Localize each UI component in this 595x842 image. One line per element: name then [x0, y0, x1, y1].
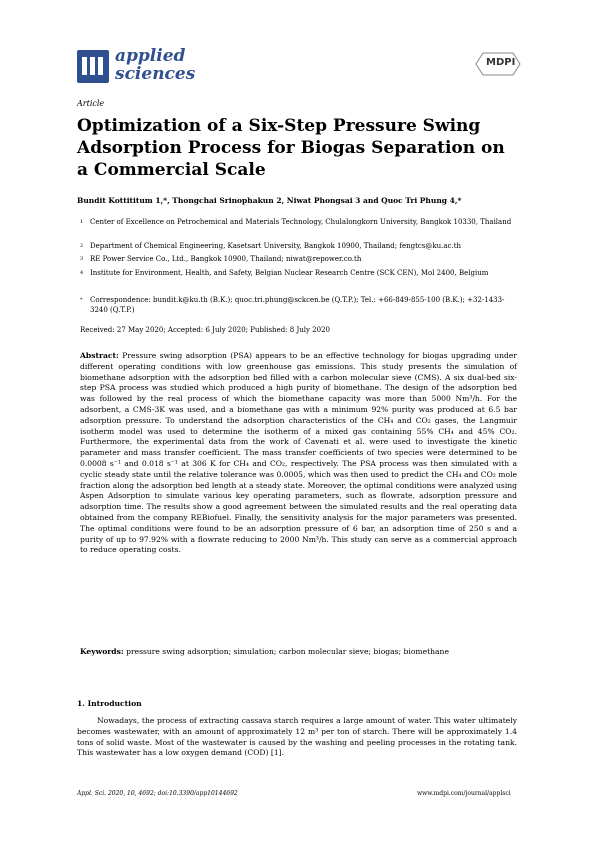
- journal-url[interactable]: www.mdpi.com/journal/applsci: [417, 790, 511, 797]
- publisher-name: MDPI: [486, 57, 516, 68]
- author-list: Bundit Kottititum 1,*, Thongchai Srinophakun 2, Niwat Phongsai 3 and Quoc Tri Phung 4,*: [77, 196, 462, 205]
- affiliation-1: 1 Center of Excellence on Petrochemical and Materials Technology, Chulalongkorn University, Bangkok 10330, Thailand: [80, 218, 512, 226]
- publication-dates: Received: 27 May 2020; Accepted: 6 July 2020; Published: 8 July 2020: [80, 326, 330, 334]
- abstract: [80, 351, 517, 556]
- keywords-text: pressure swing adsorption; simulation; carbon molecular sieve; biogas; biomethane: [126, 647, 449, 656]
- journal-logo-icon: [77, 50, 109, 83]
- abstract-label: Abstract:: [80, 351, 119, 360]
- journal-name: applied sciences: [115, 46, 196, 84]
- section-heading: 1. Introduction: [77, 699, 142, 708]
- correspondence: * Correspondence: bundit.k@ku.th (B.K.); quoc.tri.phung@sckcen.be (Q.T.P.); Tel.: +66-849-855-100 (B.K.); +32-1433-3240 (Q.T.P.): [80, 296, 505, 314]
- affiliation-4: 4 Institute for Environment, Health, and Safety, Belgian Nuclear Research Centre (SCK CEN), Mol 2400, Belgium: [80, 269, 489, 277]
- intro-paragraph: Nowadays, the process of extracting cassava starch requires a large amount of water. This water ultimately becomes wastewater, with an amount of approximately 12 m³ per ton of starch. There will be approximately 1.4 tons of solid waste. Most of the wastewater is caused by the washing and peeling processes in the rotating tank. This wastewater has a low oxygen demand (COD) [1].: [77, 716, 517, 758]
- affiliation-3: 3 RE Power Service Co., Ltd., Bangkok 10900, Thailand; niwat@repower.co.th: [80, 255, 362, 263]
- abstract-text: Pressure swing adsorption (PSA) appears to be an effective technology for biogas upgrading under different operating conditions with low greenhouse gas emissions. This study presents the simulation of biomethane adsorption with the adsorption bed filled with a carbon molecular sieve (CMS). A six dual-bed six-step PSA process was studied which produced a high purity of biomethane. The design of the adsorption bed was followed by the real process of which the biomethane capacity was more than 5000 Nm³/h. For the adsorbent, a CMS-3K was used, and a biomethane gas with a minimum 92% purity was produced at 6.5 bar adsorption pressure. To understand the adsorption characteristics of the CH₄ and CO₂ gases, the Langmuir isotherm model was used to determine the isotherm of a mixed gas containing 55% CH₄ and 45% CO₂. Furthermore, the experimental data from the work of Cavenati et al. were used to investigate the kinetic parameter and mass transfer coefficient. The mass transfer coefficients of two species were determined to be 0.0008 s⁻¹ and 0.018 s⁻¹ at 306 K for CH₄ and CO₂, respectively. The PSA process was then simulated with a cyclic steady state until the relative tolerance was 0.0005, which was then used to predict the CH₄ and CO₂ mole fraction along the adsorption bed length at a steady state. Moreover, the optimal conditions were analyzed using Aspen Adsorption to simulate various key operating parameters, such as flowrate, adsorption pressure and adsorption time. The results show a good agreement between the simulated results and the real operating data obtained from the company REBiofuel. Finally, the sensitivity analysis for the major parameters was presented. The optimal conditions were found to be an adsorption pressure of 6 bar, an adsorption time of 250 s and a purity of up to 97.92% with a flowrate reducing to 2000 Nm³/h. This study can serve as a commercial approach to reduce operating costs.: [80, 351, 517, 555]
- keywords-label: Keywords:: [80, 647, 124, 656]
- affiliation-2: 2 Department of Chemical Engineering, Kasetsart University, Bangkok 10900, Thailand; fengtcs@ku.ac.th: [80, 242, 462, 250]
- citation-footer: Appl. Sci. 2020, 10, 4692; doi:10.3390/app10144692: [77, 790, 238, 797]
- paper-title: Optimization of a Six-Step Pressure Swing Adsorption Process for Biogas Separation on a Commercial Scale: [77, 116, 505, 180]
- article-type: Article: [77, 99, 105, 108]
- keywords: [80, 647, 517, 656]
